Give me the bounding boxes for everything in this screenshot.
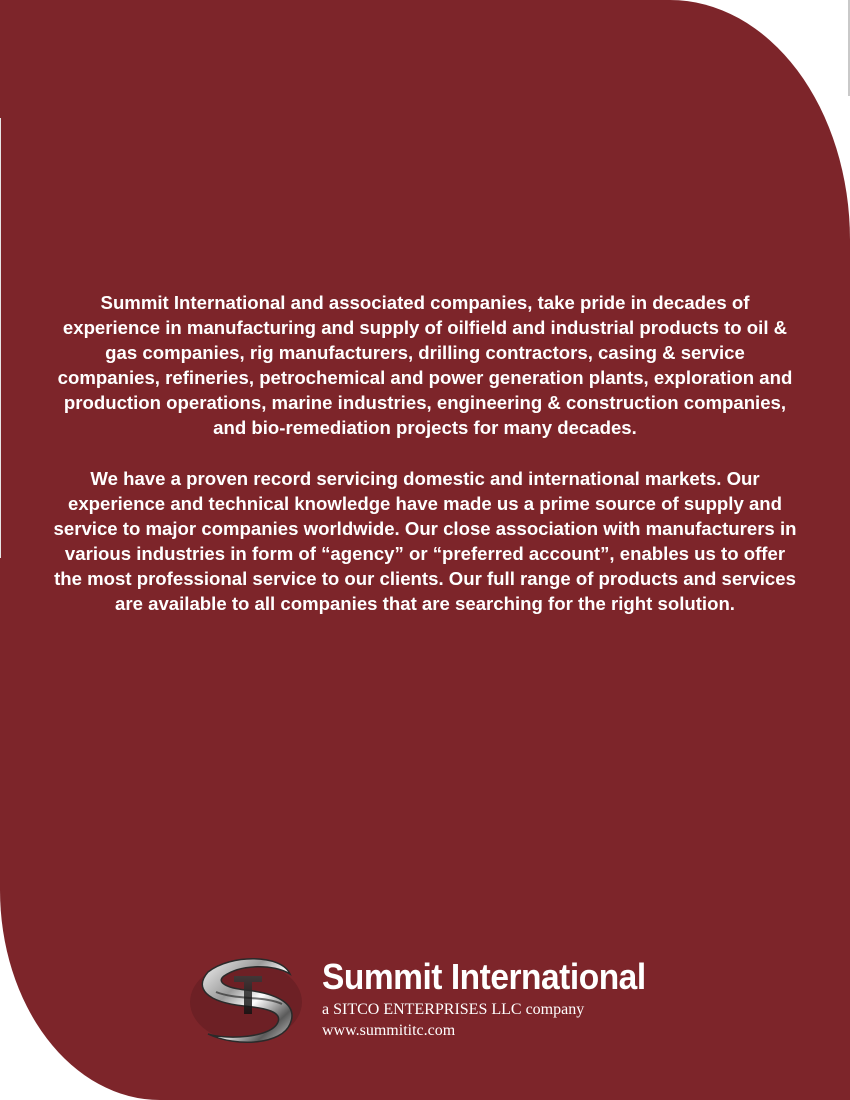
about-text bbox=[52, 290, 798, 641]
brand-block bbox=[322, 955, 670, 1041]
about-paragraph-2: We have a proven record servicing domestic and international markets. Our experience and technical knowledge have made us a prime source of supply and service to major companies worldwide. Our close association with manufacturers in various industries in form of “agency” or “preferred account”, enables us to offer the most professional service to our clients. Our full range of products and services are available to all companies that are searching for the right solution. bbox=[53, 467, 797, 615]
summit-s-logo-icon bbox=[186, 952, 306, 1048]
website-link[interactable]: www.summititc.com bbox=[322, 1022, 456, 1039]
company-tagline: a SITCO ENTERPRISES LLC company bbox=[322, 1001, 585, 1018]
company-name: Summit International bbox=[322, 956, 646, 997]
left-edge-line bbox=[0, 118, 1, 558]
about-paragraph-1: Summit International and associated companies, take pride in decades of experience in manufacturing and supply of oilfield and industrial products to oil & gas companies, rig manufacturers, drilling contractors, casing & service companies, refineries, petrochemical and power generation plants, exploration and production operations, marine industries, engineering & construction companies, and bio-remediation projects for many decades. bbox=[57, 292, 793, 439]
